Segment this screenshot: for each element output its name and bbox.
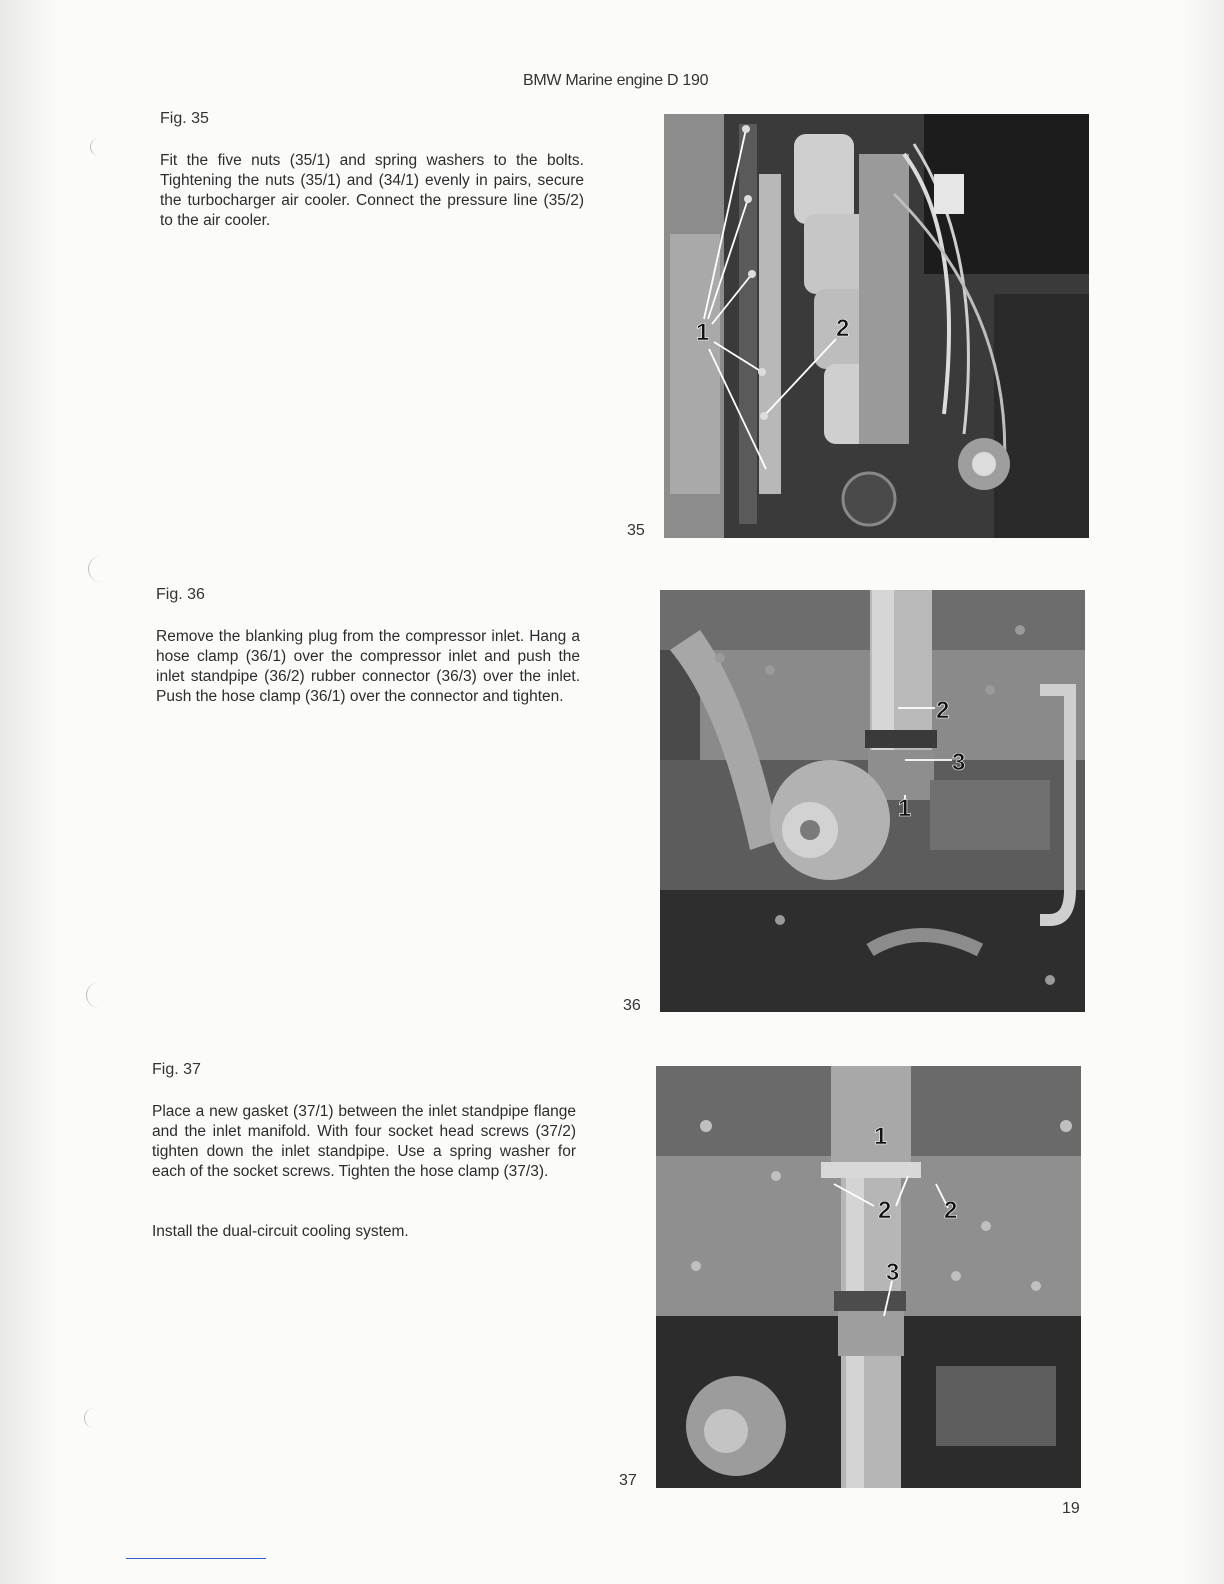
callout-label: 2 [944,1197,958,1224]
footer-underline [126,1558,266,1559]
fig-36-number: 36 [623,997,641,1014]
fig-35-label: Fig. 35 [160,110,209,127]
callout-label: 2 [878,1197,892,1224]
callout-label: 1 [874,1123,888,1150]
scan-edge-shadow-right [1184,0,1224,1584]
callout-label: 1 [696,319,710,346]
callout-label: 2 [936,697,950,724]
fig-37-note: Install the dual-circuit cooling system. [152,1223,409,1240]
callout-label: 3 [952,749,966,776]
turbocharger-photo [660,590,1085,1012]
callout-label: 3 [886,1259,900,1286]
fig-35-photo [664,114,1089,538]
fig-36-description: Remove the blanking plug from the compressor inlet. Hang a hose clamp (36/1) over the compressor inlet and push the inlet standpipe (36/2) rubber connector (36/3) over the inlet. Push the hose clamp (36/1) over the connector and tighten. [156,628,580,705]
scan-edge-shadow-left [0,0,60,1584]
inlet-standpipe-photo [656,1066,1081,1488]
binding-mark [86,982,101,1008]
callout-label: 2 [836,315,850,342]
binding-mark [90,138,105,156]
fig-37-number: 37 [619,1472,637,1489]
callout-label: 1 [898,795,912,822]
page-number: 19 [1062,1500,1080,1517]
engine-top-photo [664,114,1089,538]
running-header: BMW Marine engine D 190 [523,72,709,89]
fig-35-number: 35 [627,522,645,539]
fig-36-label: Fig. 36 [156,586,205,603]
fig-37-photo [656,1066,1081,1488]
fig-37-label: Fig. 37 [152,1061,201,1078]
binding-mark [84,1408,99,1428]
binding-mark [88,556,103,582]
fig-36-photo [660,590,1085,1012]
fig-35-description: Fit the five nuts (35/1) and spring washers to the bolts. Tightening the nuts (35/1) and (34/1) evenly in pairs, secure the turbocharger air cooler. Connect the pressure line (35/2) to the air cooler. [160,152,584,229]
fig-37-description: Place a new gasket (37/1) between the inlet standpipe flange and the inlet manifold. With four socket head screws (37/2) tighten down the inlet standpipe. Use a spring washer for each of the socket screws. Tighten the hose clamp (37/3). [152,1103,576,1180]
